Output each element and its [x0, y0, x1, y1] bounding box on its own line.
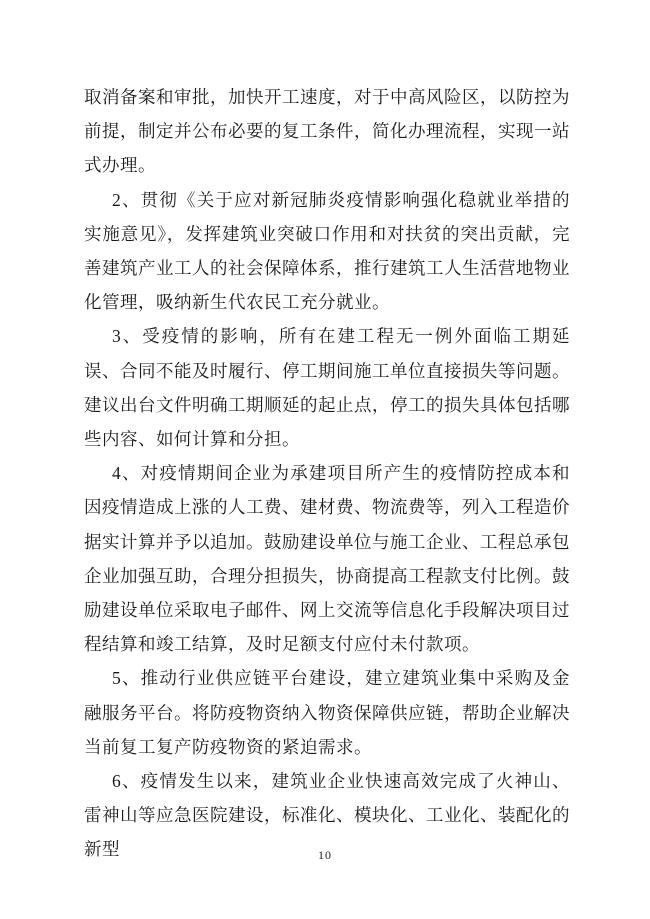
paragraph: 6、疫情发生以来，建筑业企业快速高效完成了火神山、雷神山等应急医院建设，标准化、模块化、工业化、装配化的新型	[84, 771, 570, 860]
paragraph: 5、推动行业供应链平台建设，建立建筑业集中采购及金融服务平台。将防疫物资纳入物资保障供应链，帮助企业解决当前复工复产防疫物资的紧迫需求。	[84, 668, 570, 757]
paragraph: 取消备案和审批，加快开工速度，对于中高风险区，以防控为前提，制定并公布必要的复工条件，简化办理流程，实现一站式办理。	[84, 87, 570, 176]
page-number: 10	[318, 848, 332, 862]
paragraph: 3、受疫情的影响，所有在建工程无一例外面临工期延误、合同不能及时履行、停工期间施工单位直接损失等问题。建议出台文件明确工期顺延的起止点，停工的损失具体包括哪些内容、如何计算和分担。	[84, 326, 570, 450]
paragraph: 2、贯彻《关于应对新冠肺炎疫情影响强化稳就业举措的实施意见》，发挥建筑业突破口作用和对扶贫的突出贡献，完善建筑产业工人的社会保障体系，推行建筑工人生活营地物业化管理，吸纳新生代农民工充分就业。	[84, 189, 570, 313]
page-body-text	[84, 80, 570, 867]
paragraph: 4、对疫情期间企业为承建项目所产生的疫情防控成本和因疫情造成上涨的人工费、建材费、物流费等，列入工程造价据实计算并予以追加。鼓励建设单位与施工企业、工程总承包企业加强互助，合理分担损失，协商提高工程款支付比例。鼓励建设单位采取电子邮件、网上交流等信息化手段解决项目过程结算和竣工结算，及时足额支付应付未付款项。	[84, 463, 570, 655]
